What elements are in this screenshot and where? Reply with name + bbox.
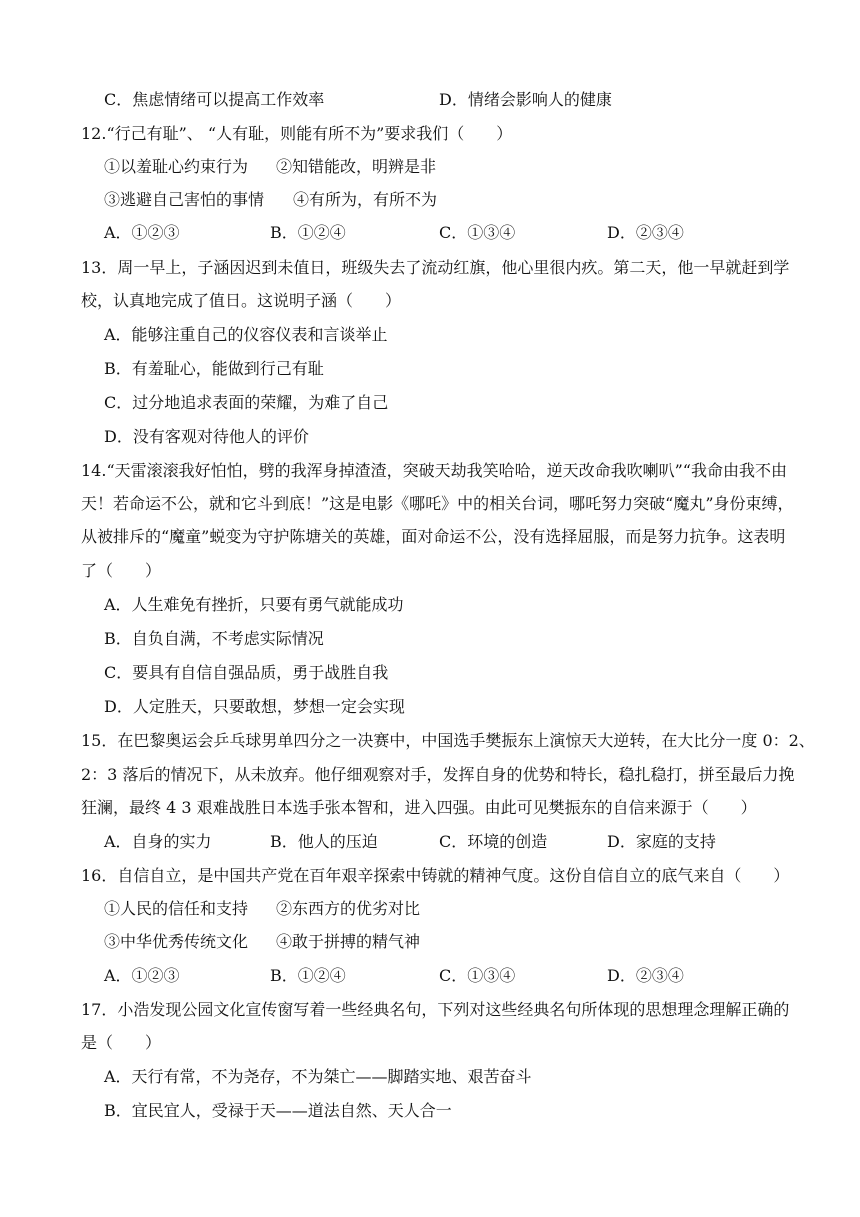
- q14-option-c: C．要具有自信自强品质，勇于战胜自我: [104, 663, 389, 682]
- q12-item-4: ④有所为，有所不为: [293, 190, 438, 209]
- q13-option-a: A．能够注重自己的仪容仪表和言谈举止: [104, 325, 388, 344]
- q11-option-c: C．焦虑情绪可以提高工作效率: [104, 90, 325, 109]
- q12-item-2: ②知错能改，明辨是非: [276, 157, 437, 176]
- q17-option-a: A．天行有常，不为尧存，不为桀亡——脚踏实地、艰苦奋斗: [104, 1067, 532, 1086]
- q15-option-b: B．他人的压迫: [270, 832, 378, 851]
- q16-stem: 16．自信自立，是中国共产党在百年艰辛探索中铸就的精神气度。这份自信自立的底气来自（ ）: [81, 866, 790, 885]
- q12-option-a: A．①②③: [104, 223, 180, 242]
- q13-option-c: C．过分地追求表面的荣耀，为难了自己: [104, 393, 389, 412]
- q17-stem-line-2: 是（ ）: [81, 1033, 162, 1052]
- q16-item-4: ④敢于拼搏的精气神: [276, 932, 421, 951]
- q12-option-d: D．②③④: [607, 223, 684, 242]
- q16-item-3: ③中华优秀传统文化: [104, 932, 249, 951]
- q17-option-b: B．宜民宜人，受禄于天——道法自然、天人合一: [104, 1101, 452, 1120]
- q16-option-c: C．①③④: [439, 966, 516, 985]
- q15-option-a: A．自身的实力: [104, 832, 212, 851]
- q12-option-b: B．①②④: [270, 223, 346, 242]
- q16-item-2: ②东西方的优劣对比: [276, 899, 421, 918]
- q12-item-1: ①以羞耻心约束行为: [104, 157, 249, 176]
- q13-stem-line-1: 13．周一早上，子涵因迟到未值日，班级失去了流动红旗，他心里很内疚。第二天，他一早就赶到学: [81, 258, 790, 277]
- q15-option-c: C．环境的创造: [439, 832, 548, 851]
- q12-option-c: C．①③④: [439, 223, 516, 242]
- q14-option-d: D．人定胜天，只要敢想，梦想一定会实现: [104, 697, 405, 716]
- q17-stem-line-1: 17．小浩发现公园文化宣传窗写着一些经典名句，下列对这些经典名句所体现的思想理念理解正确的: [81, 1000, 790, 1019]
- q13-option-b: B．有羞耻心，能做到行己有耻: [104, 359, 324, 378]
- q14-stem-line-3: 从被排斥的“魔童”蜕变为守护陈塘关的英雄，面对命运不公，没有选择屈服，而是努力抗争。这表明: [81, 527, 786, 546]
- q14-stem-line-1: 14.“天雷滚滚我好怕怕，劈的我浑身掉渣渣，突破天劫我笑哈哈，逆天改命我吹喇叭”“我命由我不由: [81, 461, 787, 480]
- q15-stem-line-3: 狂澜，最终 4 3 艰难战胜日本选手张本智和，进入四强。由此可见樊振东的自信来源于（ ）: [81, 798, 757, 817]
- q13-option-d: D．没有客观对待他人的评价: [104, 427, 309, 446]
- q15-option-d: D．家庭的支持: [607, 832, 716, 851]
- q16-option-d: D．②③④: [607, 966, 684, 985]
- q14-option-a: A．人生难免有挫折，只要有勇气就能成功: [104, 595, 404, 614]
- q14-stem-line-4: 了（ ）: [81, 561, 162, 580]
- q12-item-3: ③逃避自己害怕的事情: [104, 190, 265, 209]
- q11-option-d: D．情绪会影响人的健康: [439, 90, 612, 109]
- q15-stem-line-2: 2：3 落后的情况下，从未放弃。他仔细观察对手，发挥自身的优势和特长，稳扎稳打，拼至最后力挽: [81, 765, 795, 784]
- q16-option-a: A．①②③: [104, 966, 180, 985]
- q12-stem: 12.“行己有耻”、 “人有耻，则能有所不为”要求我们（ ）: [81, 124, 513, 143]
- q16-option-b: B．①②④: [270, 966, 346, 985]
- q14-option-b: B．自负自满，不考虑实际情况: [104, 629, 324, 648]
- q15-stem-line-1: 15．在巴黎奥运会乒乓球男单四分之一决赛中，中国选手樊振东上演惊天大逆转，在大比分一度 0：2、: [81, 731, 815, 750]
- q13-stem-line-2: 校，认真地完成了值日。这说明子涵（ ）: [81, 291, 402, 310]
- q16-item-1: ①人民的信任和支持: [104, 899, 249, 918]
- q14-stem-line-2: 天！若命运不公，就和它斗到底！”这是电影《哪吒》中的相关台词，哪吒努力突破“魔丸”身份束缚，: [81, 494, 794, 513]
